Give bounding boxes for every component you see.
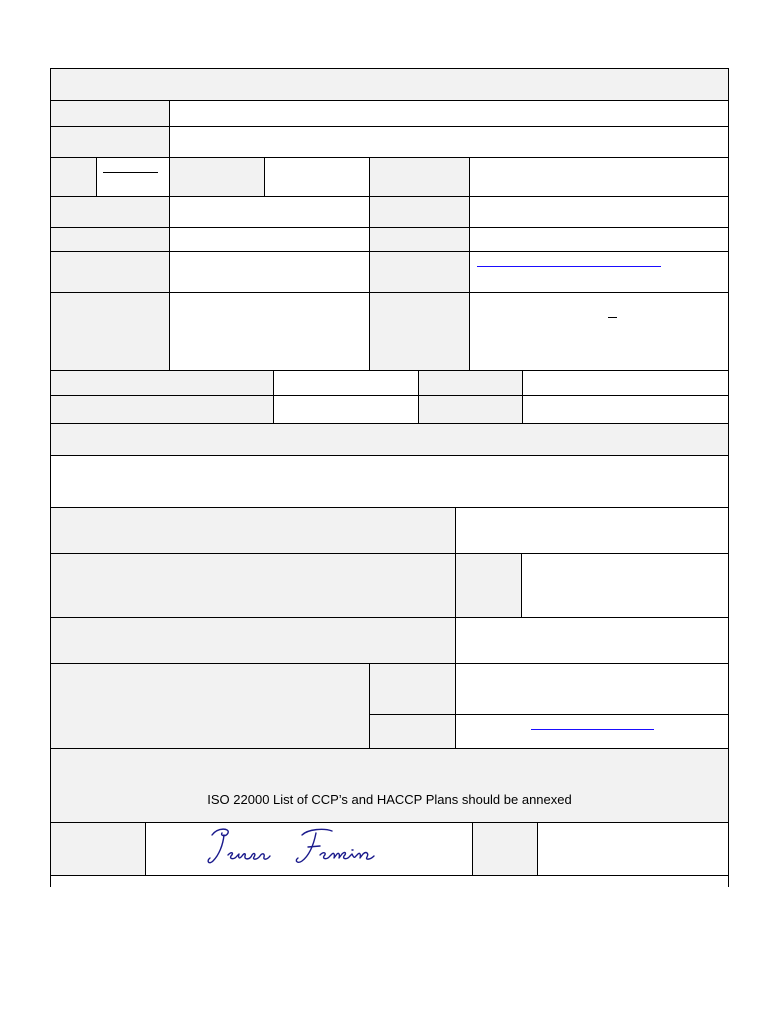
label-cell: [50, 553, 456, 618]
label-cell: [50, 507, 456, 554]
label-cell: [50, 617, 456, 664]
value-cell: [169, 100, 729, 127]
value-cell: [455, 507, 729, 554]
label-cell: [369, 157, 470, 197]
form-header-band: [50, 68, 729, 101]
value-cell: [521, 553, 729, 618]
label-cell: [369, 663, 456, 715]
handwritten-signature: [204, 825, 404, 875]
label-cell: [50, 822, 146, 876]
value-cell: [455, 663, 729, 715]
label-cell: [455, 553, 522, 618]
label-cell: [50, 370, 274, 396]
value-cell: [169, 292, 370, 371]
label-cell: [369, 714, 456, 749]
value-cell: [273, 395, 419, 424]
section-header-band: [50, 423, 729, 456]
label-cell: [50, 663, 370, 749]
label-cell: [472, 822, 538, 876]
value-cell: [169, 196, 370, 228]
value-cell: [169, 227, 370, 252]
label-cell: [50, 126, 170, 158]
value-cell: [169, 126, 729, 158]
label-cell: [369, 251, 470, 293]
annex-note: ISO 22000 List of CCP’s and HACCP Plans should be annexed: [207, 792, 572, 807]
link-underline[interactable]: [477, 266, 661, 267]
value-cell: [522, 395, 729, 424]
value-cell: [469, 157, 729, 197]
label-cell: [50, 196, 170, 228]
label-cell: [169, 157, 265, 197]
signature-cell: [145, 822, 473, 876]
value-cell: [469, 196, 729, 228]
label-cell: [369, 196, 470, 228]
field-underline: [608, 317, 617, 318]
label-cell: [50, 100, 170, 127]
value-cell: [469, 227, 729, 252]
value-cell: [455, 617, 729, 664]
note-band: [50, 748, 729, 823]
value-cell: [169, 251, 370, 293]
value-cell: [537, 822, 729, 876]
value-cell: [264, 157, 370, 197]
scope-box: [50, 455, 729, 508]
field-underline: [103, 172, 158, 173]
label-cell: [50, 292, 170, 371]
label-cell: [369, 292, 470, 371]
table-continuation: [50, 875, 729, 887]
value-cell: [469, 292, 729, 371]
label-cell: [369, 227, 470, 252]
label-cell: [50, 251, 170, 293]
link-underline[interactable]: [531, 729, 654, 730]
label-cell: [50, 227, 170, 252]
value-cell: [273, 370, 419, 396]
label-cell: [418, 370, 523, 396]
value-cell: [96, 157, 170, 197]
value-cell: [469, 251, 729, 293]
value-cell: [455, 714, 729, 749]
label-cell: [50, 157, 97, 197]
label-cell: [418, 395, 523, 424]
label-cell: [50, 395, 274, 424]
value-cell: [522, 370, 729, 396]
